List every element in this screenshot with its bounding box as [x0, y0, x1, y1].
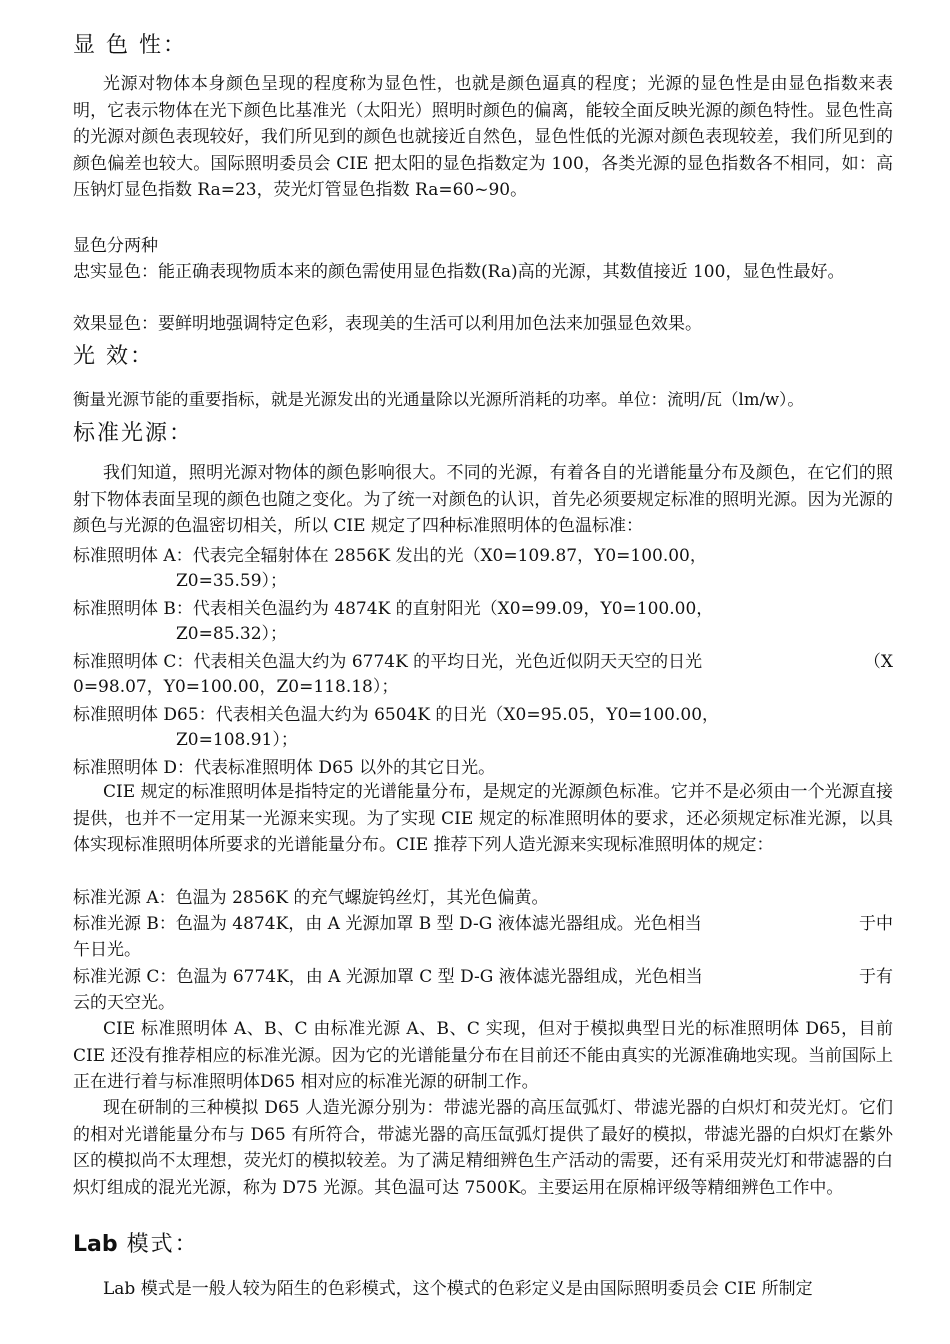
source-b-line1: 标准光源 B：色温为 4874K，由 A 光源加罩 B 型 D-G 液体滤光器组成。光色相当	[73, 914, 702, 934]
text-effect-rendering: 效果显色：要鲜明地强调特定色彩，表现美的生活可以利用加色法来加强显色效果。	[73, 314, 702, 334]
heading-lab	[73, 1230, 199, 1260]
source-b-line2: 午日光。	[73, 940, 141, 960]
illuminant-b-line1: 标准照明体 B：代表相关色温约为 4874K 的直射阳光（X0=99.09，Y0=100.00，	[73, 599, 714, 619]
illuminant-a-line2: Z0=35.59）；	[176, 571, 288, 591]
text-faithful-rendering: 忠实显色：能正确表现物质本来的颜色需使用显色指数(Ra)高的光源，其数值接近 100，显色性最好。	[73, 262, 845, 282]
source-b-line1-right: 于中	[859, 914, 893, 934]
heading-color-rendering: 显 色 性：	[73, 33, 187, 58]
source-c-line1: 标准光源 C：色温为 6774K，由 A 光源加罩 C 型 D-G 液体滤光器组成，光色相当	[73, 967, 703, 987]
heading-lab-bold: Lab	[73, 1232, 118, 1257]
source-c-line1-right: 于有	[859, 967, 893, 987]
heading-efficacy: 光 效：	[73, 344, 154, 369]
heading-lab-rest: 模式：	[117, 1232, 199, 1257]
illuminant-a-line1: 标准照明体 A：代表完全辐射体在 2856K 发出的光（X0=109.87，Y0=100.00，	[73, 546, 707, 566]
illuminant-c-line1: 标准照明体 C：代表相关色温大约为 6774K 的平均日光，光色近似阴天天空的日光	[73, 652, 703, 672]
paragraph-efficacy: 衡量光源节能的重要指标，就是光源发出的光通量除以光源所消耗的功率。单位：流明/瓦（lm/w）。	[73, 390, 804, 409]
paragraph-abc-sources: CIE 标准照明体 A、B、C 由标准光源 A、B、C 实现，但对于模拟典型日光的标准照明体 D65，目前 CIE 还没有推荐相应的标准光源。因为它的光谱能量分布在目前还不能由真实的光源准确地实现。当前国际上正在进行着与标准照明体D65 相对应的标准光源的研制工作。	[73, 1019, 893, 1092]
paragraph-standard-intro: 我们知道，照明光源对物体的颜色影响很大。不同的光源，有着各自的光谱能量分布及颜色，在它们的照射下物体表面呈现的颜色也随之变化。为了统一对颜色的认识，首先必须要规定标准的照明光源。因为光源的颜色与光源的色温密切相关，所以 CIE 规定了四种标准照明体的色温标准：	[73, 463, 893, 536]
paragraph-color-rendering: 光源对物体本身颜色呈现的程度称为显色性，也就是颜色逼真的程度；光源的显色性是由显色指数来表明，它表示物体在光下颜色比基准光（太阳光）照明时颜色的偏离，能较全面反映光源的颜色特性。显色性高的光源对颜色表现较好，我们所见到的颜色也就接近自然色，显色性低的光源对颜色表现较差，我们所见到的颜色偏差也较大。国际照明委员会 CIE 把太阳的显色指数定为 100，各类光源的显色指数各不相同，如：高压钠灯显色指数 Ra=23，荧光灯管显色指数 Ra=60~90。	[73, 74, 893, 200]
paragraph-cie-illuminants: CIE 规定的标准照明体是指特定的光谱能量分布，是规定的光源颜色标准。它并不是必须由一个光源直接提供，也并不一定用某一光源来实现。为了实现 CIE 规定的标准照明体的要求，还必须规定标准光源，以具体实现标准照明体所要求的光谱能量分布。CIE 推荐下列人造光源来实现标准照明体的规定：	[73, 782, 893, 855]
illuminant-d65-line1: 标准照明体 D65：代表相关色温大约为 6504K 的日光（X0=95.05，Y0=100.00，	[73, 705, 720, 725]
source-c-line2: 云的天空光。	[73, 993, 175, 1013]
illuminant-c-line2: 0=98.07，Y0=100.00，Z0=118.18）；	[73, 677, 399, 697]
illuminant-d65-line2: Z0=108.91）；	[176, 730, 298, 750]
heading-standard-sources: 标准光源：	[73, 421, 194, 446]
paragraph-d65-simulators: 现在研制的三种模拟 D65 人造光源分别为：带滤光器的高压氙弧灯、带滤光器的白炽灯和荧光灯。它们的相对光谱能量分布与 D65 有所符合，带滤光器的高压氙弧灯提供了最好的模拟，带滤光器的白炽灯在紫外区的模拟尚不太理想，荧光灯的模拟较差。为了满足精细辨色生产活动的需要，还有采用荧光灯和带滤器的白炽灯组成的混光光源，称为 D75 光源。其色温可达 7500K。主要运用在原棉评级等精细辨色工作中。	[73, 1098, 893, 1198]
illuminant-d: 标准照明体 D：代表标准照明体 D65 以外的其它日光。	[73, 758, 496, 778]
source-a: 标准光源 A：色温为 2856K 的充气螺旋钨丝灯，其光色偏黄。	[73, 888, 549, 908]
paragraph-lab: Lab 模式是一般人较为陌生的色彩模式，这个模式的色彩定义是由国际照明委员会 CIE 所制定	[103, 1279, 813, 1299]
illuminant-c-line1-right: （X	[863, 652, 893, 672]
illuminant-b-line2: Z0=85.32）；	[176, 624, 288, 644]
text-two-kinds: 显色分两种	[73, 236, 158, 256]
